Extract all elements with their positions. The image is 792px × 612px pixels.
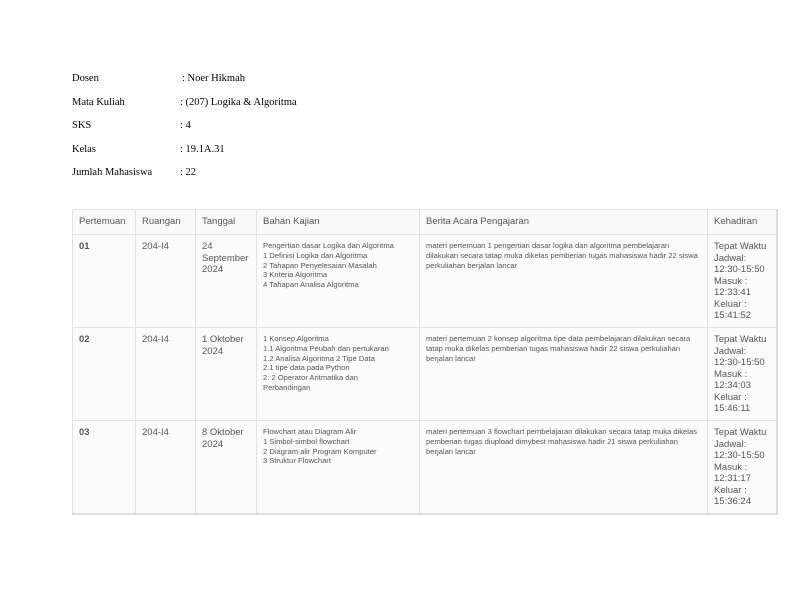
table-row [73, 421, 777, 515]
cell-tanggal [196, 421, 257, 515]
column-header-ruangan: Ruangan [136, 210, 196, 235]
date-line: 1 Oktober [202, 334, 244, 345]
attendance-line: 12:33:41 [714, 287, 751, 298]
attendance-line: Keluar : [714, 298, 747, 310]
info-label: Mata Kuliah [72, 96, 125, 108]
cell-ruangan: 204-I4 [136, 328, 196, 421]
cell-berita-acara [420, 328, 708, 421]
topic-line: 2 Tahapan Penyelesaian Masalah [263, 260, 377, 270]
attendance-table-container [72, 209, 776, 515]
attendance-line: Tepat Waktu [714, 427, 767, 438]
cell-ruangan: 204-I4 [136, 421, 196, 515]
info-label: Dosen [72, 73, 99, 84]
cell-bahan-kajian [257, 328, 420, 421]
info-value: : (207) Logika & Algoritma [180, 96, 297, 108]
topic-line: 1.1 Algoritma Peubah dan pertukaran [263, 343, 389, 353]
topic-line: 2.1 tipe data pada Python [263, 363, 350, 373]
topic-line: Flowchart atau Diagram Alir [263, 427, 357, 436]
cell-berita-acara [420, 235, 708, 328]
topic-line: 1 Definisi Logika dan Algoritma [263, 250, 368, 260]
table-row [73, 328, 777, 421]
attendance-line: 12:30-15:50 [714, 264, 765, 275]
attendance-line: 12:31:17 [714, 473, 751, 484]
attendance-line: 12:34:03 [714, 380, 751, 391]
attendance-line: Tepat Waktu [714, 334, 767, 345]
attendance-line: Keluar : [714, 391, 747, 403]
cell-kehadiran [708, 235, 777, 328]
info-value: : 19.1A.31 [180, 143, 225, 155]
cell-bahan-kajian [257, 421, 420, 515]
date-line: 24 [202, 241, 213, 252]
attendance-line: 15:36:24 [714, 496, 751, 507]
report-text: materi pertemuan 1 pengertian dasar logika dan algoritma pembelajaran dilakukan secara tatap muka dikelas pemberian tugas mahasiswa hadir 22 siswa perkuliahan berjalan lancar [426, 241, 698, 270]
topic-line: Pengertian dasar Logika dan Algoritma [263, 241, 394, 250]
info-value: : 22 [180, 167, 197, 178]
report-text: materi pertemuan 3 flowchart pembelajaran dilakukan secara tatap muka dikelas pemberian tugas diupload dimybest mahasiswa hadir 21 siswa perkuliahan berjalan lancar [426, 427, 697, 456]
attendance-line: Keluar : [714, 484, 747, 496]
column-header-kehadiran: Kehadiran [708, 210, 777, 235]
topic-line: 1 Simbol-simbol flowchart [263, 436, 350, 446]
info-label: Kelas [72, 143, 96, 155]
cell-bahan-kajian [257, 235, 420, 328]
attendance-line: 15:46:11 [714, 403, 751, 414]
column-header-bahan-kajian: Bahan Kajian [257, 210, 420, 235]
attendance-table [72, 209, 778, 515]
topic-line: 1 Konsep Algoritma [263, 334, 329, 343]
cell-pertemuan: 02 [73, 328, 136, 421]
attendance-line: 15:41:52 [714, 310, 751, 321]
cell-kehadiran [708, 328, 777, 421]
column-header-pertemuan: Pertemuan [73, 210, 136, 235]
cell-berita-acara [420, 421, 708, 515]
date-line: 2024 [202, 438, 224, 450]
attendance-line: 12:30-15:50 [714, 357, 765, 368]
date-line: September [202, 252, 249, 264]
attendance-line: Jadwal: [714, 345, 747, 357]
date-line: 2024 [202, 345, 224, 357]
attendance-line: Masuk : [714, 368, 748, 380]
date-line: 2024 [202, 264, 224, 275]
attendance-line: Jadwal: [714, 438, 747, 450]
topic-line: 3 Kriteria Algoritma [263, 270, 328, 280]
table-row [73, 235, 777, 328]
attendance-line: Masuk : [714, 461, 748, 473]
cell-ruangan: 204-I4 [136, 235, 196, 328]
cell-pertemuan: 01 [73, 235, 136, 328]
info-value: : Noer Hikmah [182, 73, 245, 84]
topic-line: 2. 2 Operator Aritmatika dan [263, 373, 358, 383]
topic-line: 3 Struktur Flowchart [263, 456, 331, 466]
topic-line: 2 Diagram alir Program Komputer [263, 446, 377, 456]
date-line: 8 Oktober [202, 427, 244, 438]
attendance-line: 12:30-15:50 [714, 450, 765, 461]
attendance-line: Masuk : [714, 275, 748, 287]
topic-line: 1.2 Analisa Algoritma 2 Tipe Data [263, 353, 375, 363]
cell-pertemuan: 03 [73, 421, 136, 515]
column-header-berita-acara: Berita Acara Pengajaran [420, 210, 708, 235]
info-label: Jumlah Mahasiswa [72, 167, 153, 178]
cell-tanggal [196, 235, 257, 328]
info-value: : 4 [180, 120, 191, 131]
info-label: SKS [72, 120, 92, 131]
column-header-tanggal: Tanggal [196, 210, 257, 235]
topic-line: Perbandingan [263, 382, 311, 392]
table-header-row [73, 210, 777, 235]
topic-line: 4 Tahapan Analisa Algoritma [263, 280, 359, 290]
report-text: materi pertemuan 2 konsep algoritma tipe data pembelajaran dilakukan secara tatap muka dikelas pemberian tugas mahasiswa hadir 22 siswa perkuliahan berjalan lancar [426, 334, 691, 363]
cell-kehadiran [708, 421, 777, 515]
cell-tanggal [196, 328, 257, 421]
attendance-line: Tepat Waktu [714, 241, 767, 252]
attendance-line: Jadwal: [714, 252, 747, 264]
